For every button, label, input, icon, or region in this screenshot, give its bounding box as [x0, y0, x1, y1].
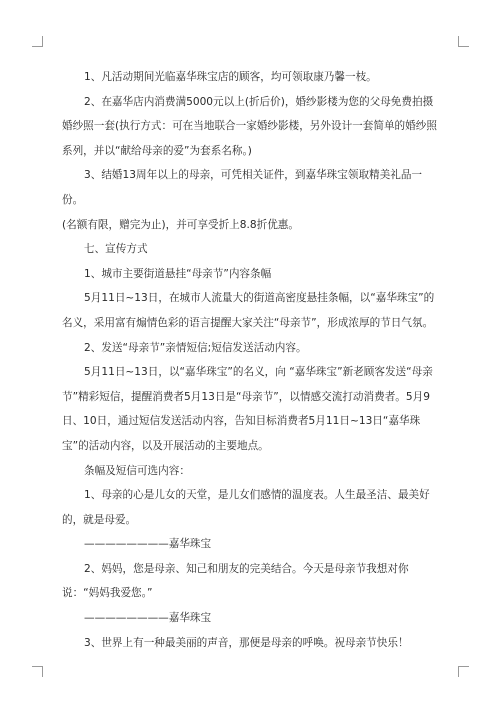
corner-mark-bottom-left	[32, 666, 43, 677]
paragraph-banner-heading: 1、城市主要街道悬挂“母亲节”内容条幅	[84, 267, 272, 280]
paragraph-banner-detail: 5月11日~13日，在城市人流量大的街道高密度悬挂条幅，以“嘉华珠宝”的名义，采用富有煽情色彩的语言提醒大家关注“母亲节”，形成浓厚的节日气氛。	[62, 292, 435, 329]
paragraph-slogan-3: 3、世界上有一种最美丽的声音，那便是母亲的呼唤。祝母亲节快乐！	[84, 636, 409, 649]
corner-mark-top-right	[458, 36, 469, 47]
paragraph-slogan-1: 1、母亲的心是儿女的天堂，是儿女们感情的温度表。人生最圣洁、最美好的，就是母爱。	[62, 489, 430, 526]
paragraph-anniversary-gift: 3、结婚13周年以上的母亲，可凭相关证件，到嘉华珠宝领取精美礼品一份。	[62, 169, 423, 206]
paragraph-wedding-photo-offer: 2、在嘉华店内消费满5000元以上(折后价)，婚纱影楼为您的父母免费拍摄婚纱照一套(执行方式：可在当地联合一家婚纱影楼，另外设计一套简单的婚纱照系列，并以“献给母亲的爱”为套系名称。)	[62, 95, 437, 157]
section-heading-promotion: 七、宣传方式	[84, 243, 148, 256]
paragraph-gift-carnation: 1、凡活动期间光临嘉华珠宝店的顾客，均可领取康乃馨一枝。	[84, 71, 377, 83]
paragraph-sms-detail: 5月11日~13日，以“嘉华珠宝”的名义，向 “嘉华珠宝”新老顾客发送“母亲节”精彩短信，提醒消费者5月13日是“母亲节”，以情感交流打动消费者。5月9日、10日，通过短信发送活动内容，告知目标消费者5月11日~13日“嘉华珠宝”的活动内容，以及开展活动的主要地点。	[62, 366, 433, 452]
paragraph-options-heading: 条幅及短信可选内容：	[84, 464, 190, 477]
paragraph-discount-note: (名额有限，赠完为止)，并可享受折上8.8折优惠。	[62, 218, 299, 231]
paragraph-sms-heading: 2、发送“母亲节”亲情短信;短信发送活动内容。	[84, 341, 307, 354]
document-body	[62, 65, 440, 655]
corner-mark-top-left	[32, 36, 43, 47]
paragraph-signature-1: ————————嘉华珠宝	[84, 538, 212, 551]
paragraph-slogan-2: 2、妈妈，您是母亲、知己和朋友的完美结合。今天是母亲节我想对你说：“妈妈我爱您。”	[62, 562, 409, 600]
corner-mark-bottom-right	[458, 666, 469, 677]
paragraph-signature-2: ————————嘉华珠宝	[84, 612, 212, 625]
